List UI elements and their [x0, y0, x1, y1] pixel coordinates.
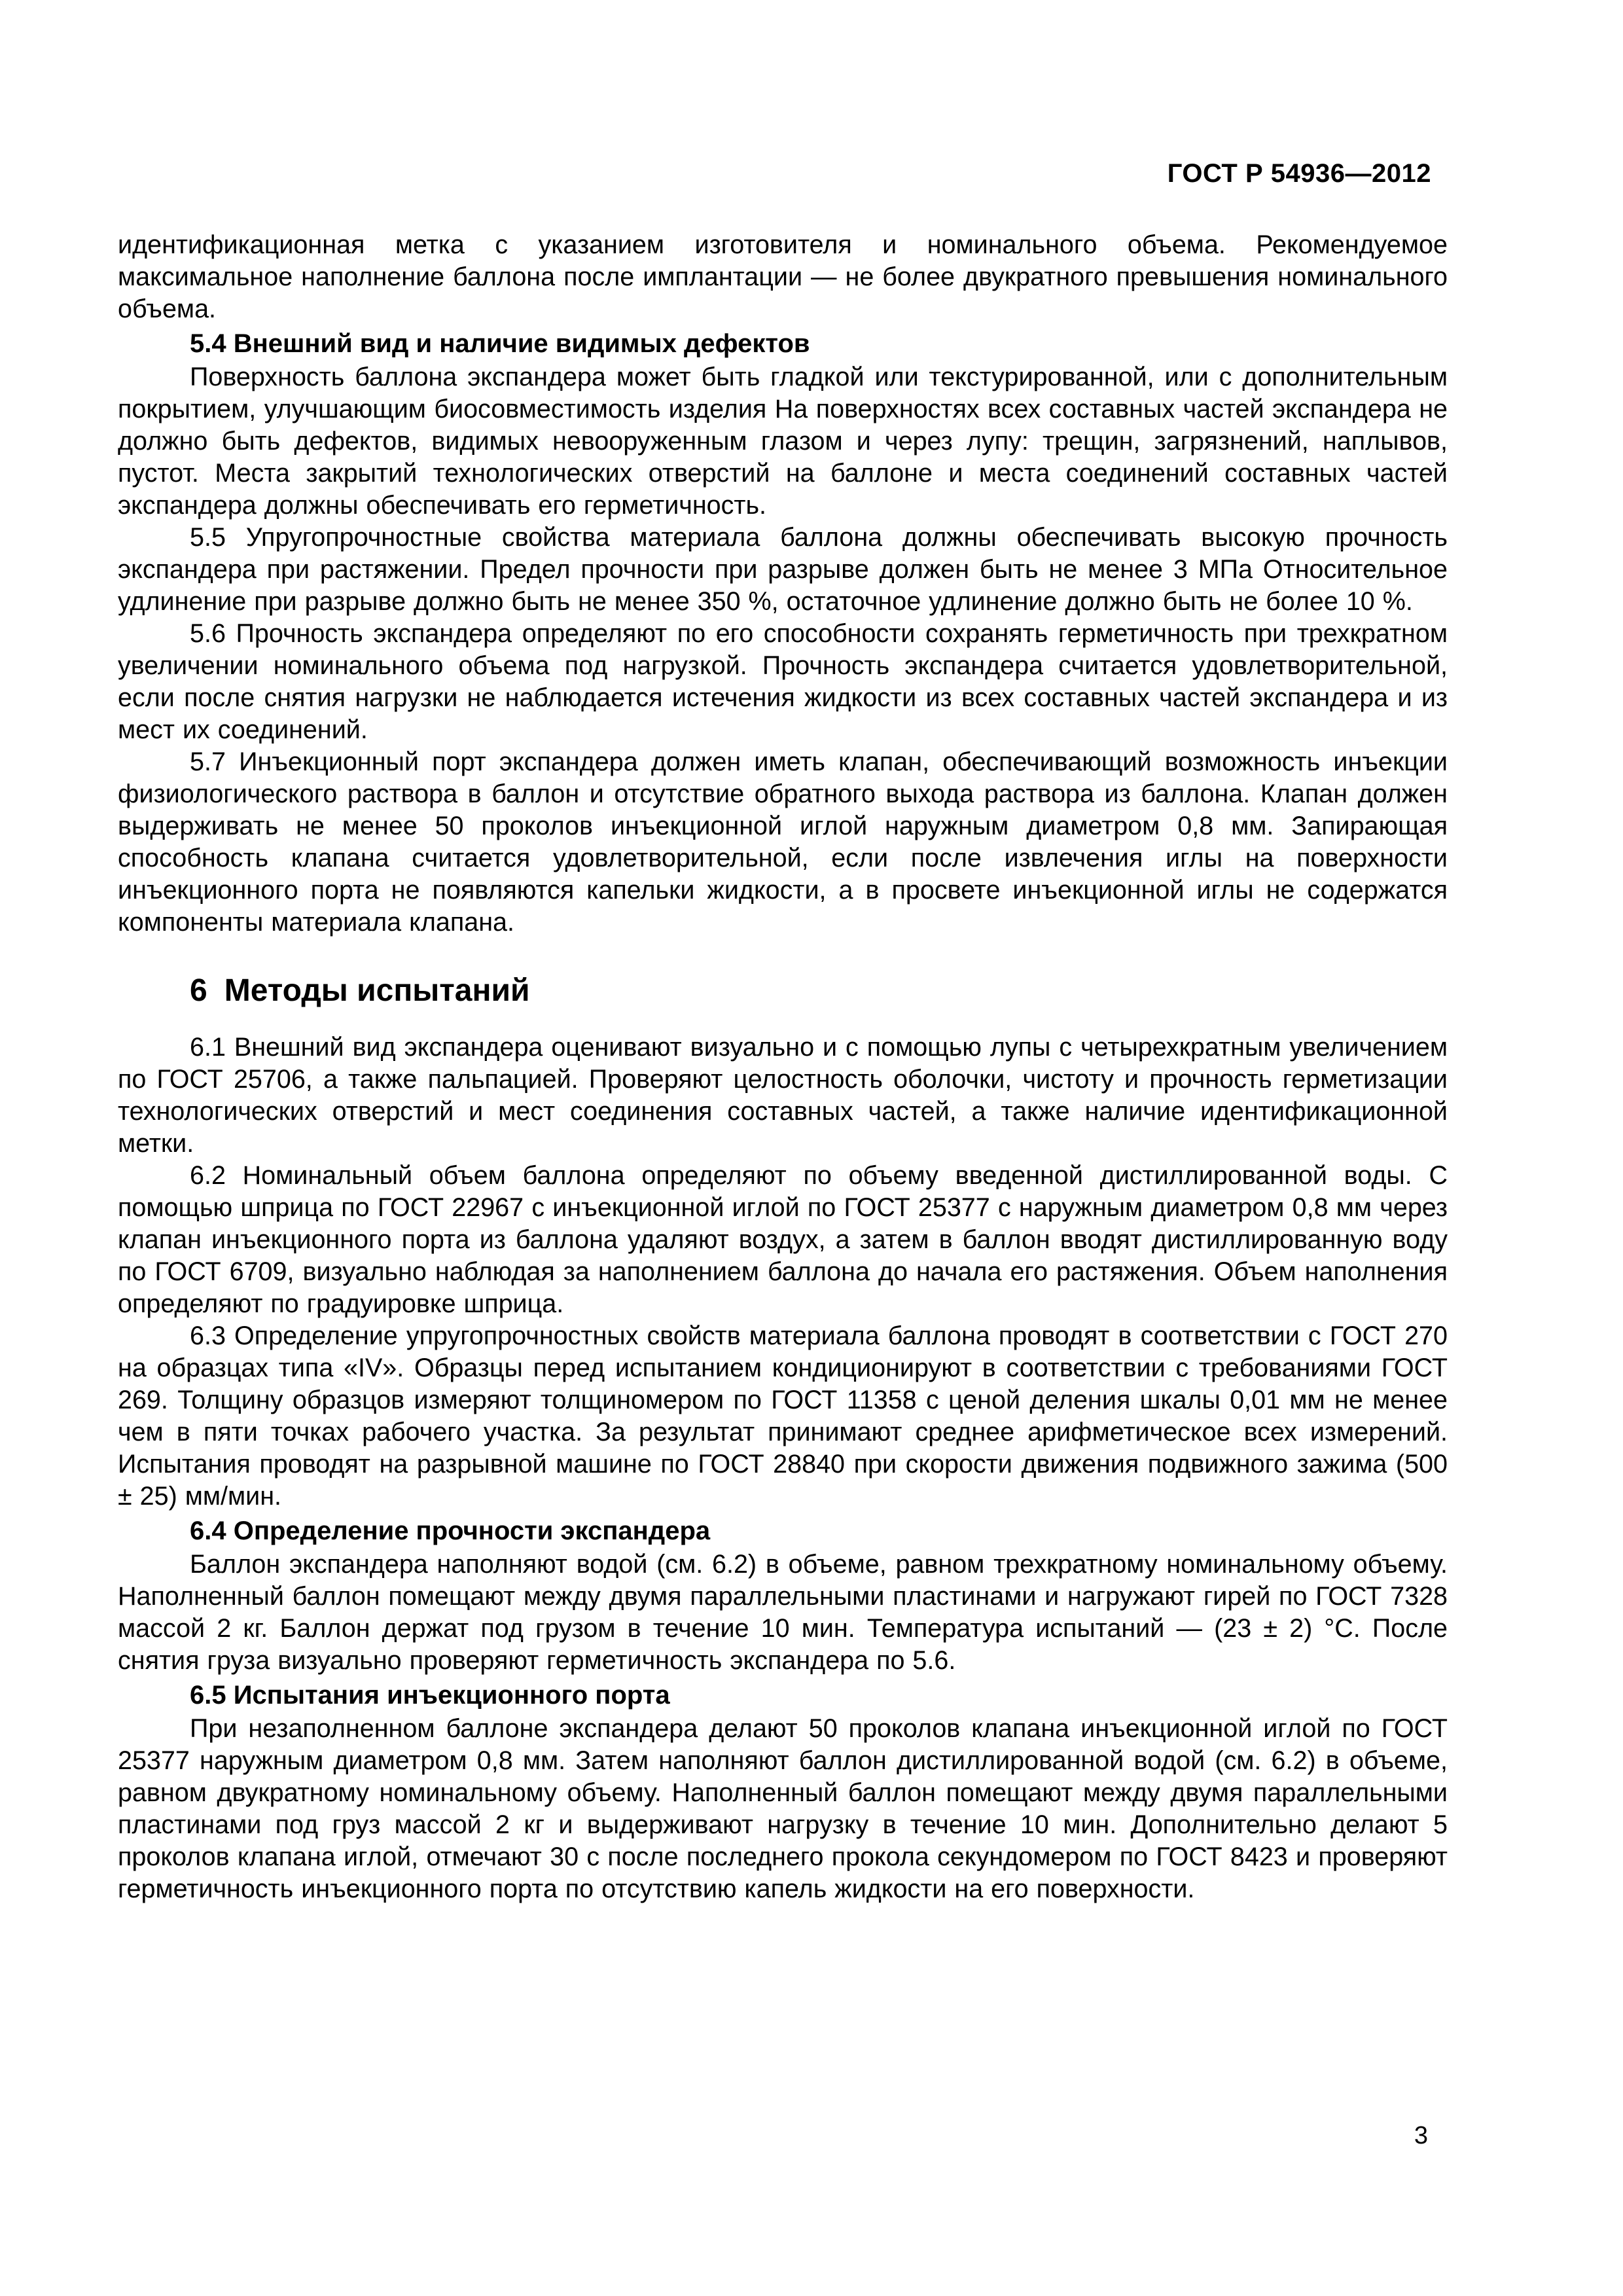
paragraph-5-5: 5.5 Упругопрочностные свойства материала баллона должны обеспечивать высокую прочность экспандера при растяжении. Предел прочности при разрыве должен быть не менее 3 МПа Относительное удлинение при разрыве должно быть не менее 350 %, остаточное удлинение должно быть не более 10 %.	[118, 523, 1448, 616]
page-number: 3	[1414, 2122, 1428, 2149]
subsection-heading-6-5: 6.5 Испытания инъекционного порта	[190, 1681, 670, 1710]
paragraph-6-2: 6.2 Номинальный объем баллона определяют по объему введенной дистиллированной воды. С помощью шприца по ГОСТ 22967 с инъекционной иглой по ГОСТ 25377 с наружным диаметром 0,8 мм через клапан инъекционного порта из баллона удаляют воздух, а затем в баллон вводят дистиллированную воду по ГОСТ 6709, визуально наблюдая за наполнением баллона до начала его растяжения. Объем наполнения определяют по градуировке шприца.	[118, 1161, 1448, 1318]
document-designation: ГОСТ Р 54936—2012	[1167, 159, 1431, 188]
paragraph-5-7: 5.7 Инъекционный порт экспандера должен иметь клапан, обеспечивающий возможность инъекции физиологического раствора в баллон и отсутствие обратного выхода раствора из баллона. Клапан должен выдерживать не менее 50 проколов инъекционной иглой наружным диаметром 0,8 мм. Запирающая способность клапана считается удовлетворительной, если после извлечения иглы на поверхности инъекционного порта не появляются капельки жидкости, а в просвете инъекционной иглы не содержатся компоненты материала клапана.	[118, 747, 1448, 937]
subsection-heading-6-4: 6.4 Определение прочности экспандера	[190, 1516, 711, 1545]
section-title: Методы испытаний	[224, 973, 530, 1008]
document-body	[118, 229, 1448, 1905]
paragraph-6-3: 6.3 Определение упругопрочностных свойств материала баллона проводят в соответствии с ГОСТ 270 на образцах типа «IV». Образцы перед испытанием кондиционируют в соответствии с требованиями ГОСТ 269. Толщину образцов измеряют толщиномером по ГОСТ 11358 с ценой деления шкалы 0,01 мм не менее чем в пяти точках рабочего участка. За результат принимают среднее арифметическое всех измерений. Испытания проводят на разрывной машине по ГОСТ 28840 при скорости движения подвижного зажима (500 ± 25) мм/мин.	[118, 1321, 1448, 1511]
continuation-paragraph: идентификационная метка с указанием изготовителя и номинального объема. Рекомендуемое максимальное наполнение баллона после имплантации — не более двукратного превышения номинального объема.	[118, 230, 1448, 323]
paragraph-5-6: 5.6 Прочность экспандера определяют по его способности сохранять герметичность при трехкратном увеличении номинального объема под нагрузкой. Прочность экспандера считается удовлетворительной, если после снятия нагрузки не наблюдается истечения жидкости из всех составных частей экспандера и из мест их соединений.	[118, 619, 1448, 744]
section-heading-6	[118, 971, 1448, 1011]
paragraph-5-4: Поверхность баллона экспандера может быть гладкой или текстурированной, или с дополнительным покрытием, улучшающим биосовместимость изделия На поверхностях всех составных частей экспандера не должно быть дефектов, видимых невооруженным глазом и через лупу: трещин, загрязнений, наплывов, пустот. Места закрытий технологических отверстий на баллоне и места соединений составных частей экспандера должны обеспечивать его герметичность.	[118, 363, 1448, 520]
paragraph-6-5: При незаполненном баллоне экспандера делают 50 проколов клапана инъекционной иглой по ГОСТ 25377 наружным диаметром 0,8 мм. Затем наполняют баллон дистиллированной водой (см. 6.2) в объеме, равном двукратному номинальному объему. Наполненный баллон помещают между двумя параллельными пластинами под груз массой 2 кг и выдерживают нагрузку в течение 10 мин. Дополнительно делают 5 проколов клапана иглой, отмечают 30 с после последнего прокола секундомером по ГОСТ 8423 и проверяют герметичность инъекционного порта по отсутствию капель жидкости на его поверхности.	[118, 1714, 1448, 1903]
subsection-heading-5-4: 5.4 Внешний вид и наличие видимых дефектов	[190, 329, 810, 358]
paragraph-6-4: Баллон экспандера наполняют водой (см. 6.2) в объеме, равном трехкратному номинальному объему. Наполненный баллон помещают между двумя параллельными пластинами и нагружают гирей по ГОСТ 7328 массой 2 кг. Баллон держат под грузом в течение 10 мин. Температура испытаний — (23 ± 2) °С. После снятия груза визуально проверяют герметичность экспандера по 5.6.	[118, 1550, 1448, 1675]
section-number: 6	[190, 973, 207, 1008]
paragraph-6-1: 6.1 Внешний вид экспандера оценивают визуально и с помощью лупы с четырехкратным увеличением по ГОСТ 25706, а также пальпацией. Проверяют целостность оболочки, чистоту и прочность герметизации технологических отверстий и мест соединения составных частей, а также наличие идентификационной метки.	[118, 1033, 1448, 1158]
